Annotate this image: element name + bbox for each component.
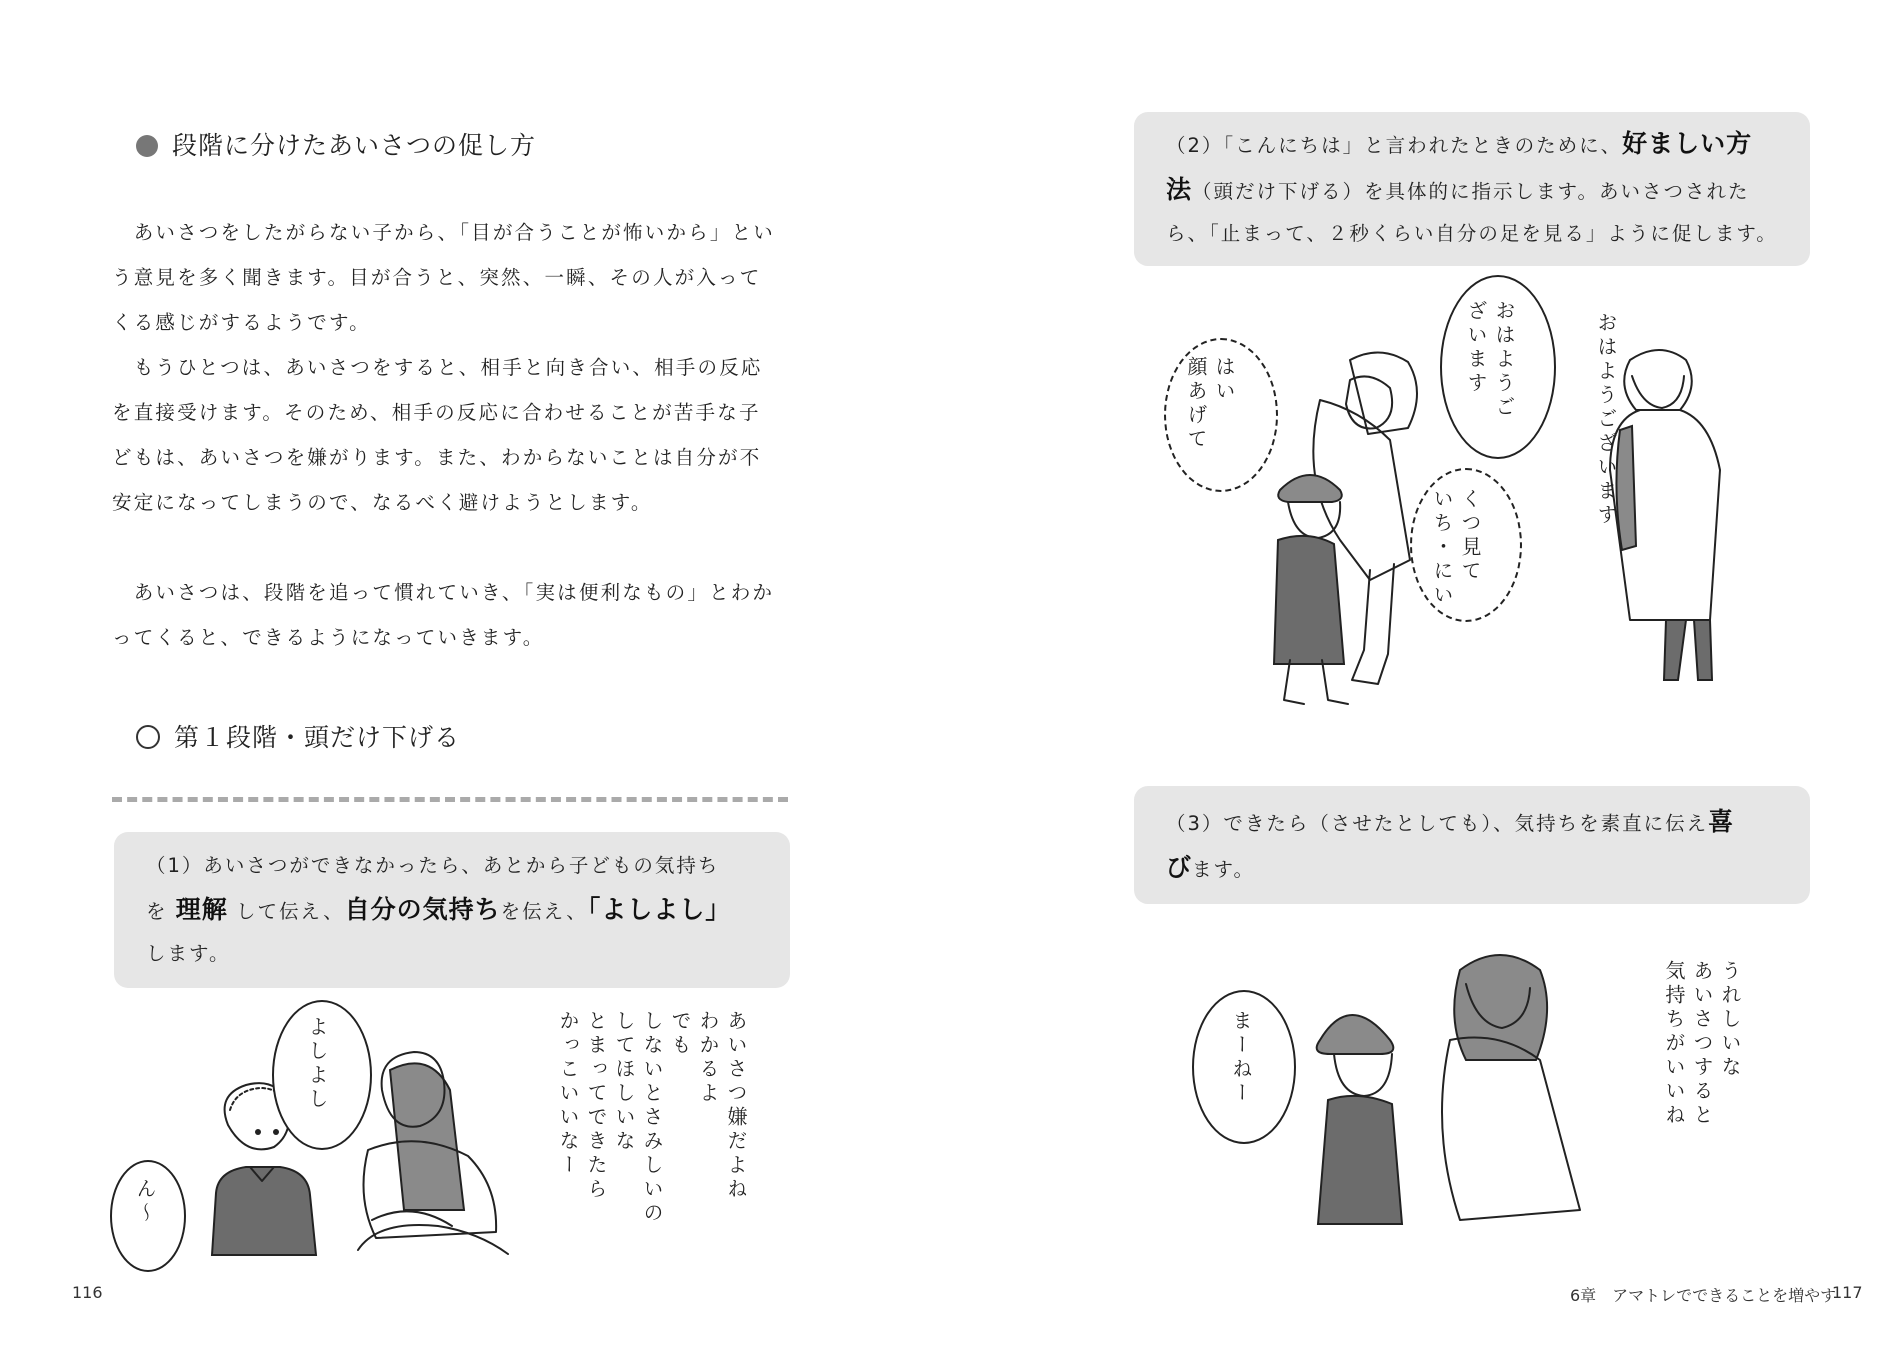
praise-narration-block: うれしいな あいさつすると 気持ちがいいね — [1662, 960, 1742, 1128]
page-number-right: 117 — [1832, 1283, 1863, 1302]
paragraph-line: どもは、あいさつを嫌がります。また、わからないことは自分が不 — [112, 446, 762, 469]
emphasis-yoshiyoshi: 「よしよし」 — [587, 895, 732, 924]
body-paragraphs — [112, 210, 775, 660]
adult-figure — [358, 1052, 508, 1254]
speech-bubble-adult-text: よしよし — [305, 1016, 329, 1112]
emphasis-preferred-method: 好ましい方 — [1622, 129, 1753, 158]
emphasis-joy: 喜 — [1708, 807, 1735, 836]
speech-bubble-ohayo-text: おはようご ざいます — [1464, 300, 1516, 420]
box2-line3: ら、「止まって、２秒くらい自分の足を見る」ように促します。 — [1166, 222, 1778, 245]
speech-bubble-hai-text: はい 顔あげて — [1184, 356, 1236, 452]
box3-line2: びます。 — [1166, 853, 1255, 882]
paragraph-line: ってくると、できるようになっていきます。 — [112, 626, 545, 649]
dashed-divider — [112, 797, 788, 802]
instruction-box-2 — [1134, 112, 1810, 266]
box1-line3: します。 — [146, 942, 231, 965]
paragraph-line: もうひとつは、あいさつをすると、相手と向き合い、相手の反応 — [112, 356, 763, 379]
chapter-footer: 6章 アマトレでできることを増やす — [1570, 1286, 1837, 1305]
instruction-box-1 — [114, 832, 790, 988]
section-heading: 段階に分けたあいさつの促し方 — [136, 126, 536, 162]
box3-line1: （3）できたら（させたとしても）、気持ちを素直に伝え喜 — [1166, 807, 1735, 836]
subheading: 第１段階・頭だけ下げる — [136, 718, 460, 754]
speech-bubble-child-text: ん〜 — [133, 1178, 157, 1226]
teacher-greeting-text: おはようございます — [1594, 312, 1618, 528]
paragraph-line: あいさつは、段階を追って慣れていき、「実は便利なもの」とわか — [112, 581, 775, 604]
paragraph-line: 安定になってしまうので、なるべく避けようとします。 — [112, 491, 653, 514]
emphasis-own-feeling: 自分の気持ち — [344, 895, 501, 924]
illustration-praise-scene — [1300, 940, 1680, 1240]
box2-line2: 法（頭だけ下げる）を具体的に指示します。あいさつされた — [1166, 175, 1750, 204]
page-number-left: 116 — [72, 1283, 103, 1302]
mother-figure — [1442, 955, 1580, 1220]
paragraph-line: う意見を多く聞きます。目が合うと、突然、一瞬、その人が入って — [112, 266, 762, 289]
paragraph-line: あいさつをしたがらない子から、「目が合うことが怖いから」とい — [112, 221, 775, 244]
speech-bubble-child-praise-text: まーねー — [1229, 1010, 1253, 1106]
box1-line1: （1）あいさつができなかったら、あとから子どもの気持ち — [146, 854, 720, 877]
box1-line2: を 理解 して伝え、自分の気持ちを伝え、「よしよし」 — [146, 895, 732, 924]
instruction-box-3 — [1134, 786, 1810, 904]
open-circle-icon — [136, 725, 160, 749]
paragraph-line: くる感じがするようです。 — [112, 311, 371, 334]
narration-block: あいさつ嫌だよね わかるよ でも しないとさみしいの してほしいな とまってできたら かっこいいなー — [556, 1010, 748, 1226]
teacher-figure — [1610, 350, 1720, 680]
emphasis-understand: 理解 — [175, 895, 228, 924]
child-with-hat-figure — [1317, 1015, 1402, 1224]
box2-line1: （2）「こんにちは」と言われたときのために、好ましい方 — [1166, 129, 1753, 158]
paragraph-line: を直接受けます。そのため、相手の反応に合わせることが苦手な子 — [112, 401, 761, 424]
paragraph-spacer — [112, 525, 775, 570]
speech-bubble-kutsu-text: くつ見て いち・にい — [1430, 488, 1482, 608]
child-with-hat-figure — [1274, 475, 1348, 704]
filled-circle-icon — [136, 135, 158, 157]
